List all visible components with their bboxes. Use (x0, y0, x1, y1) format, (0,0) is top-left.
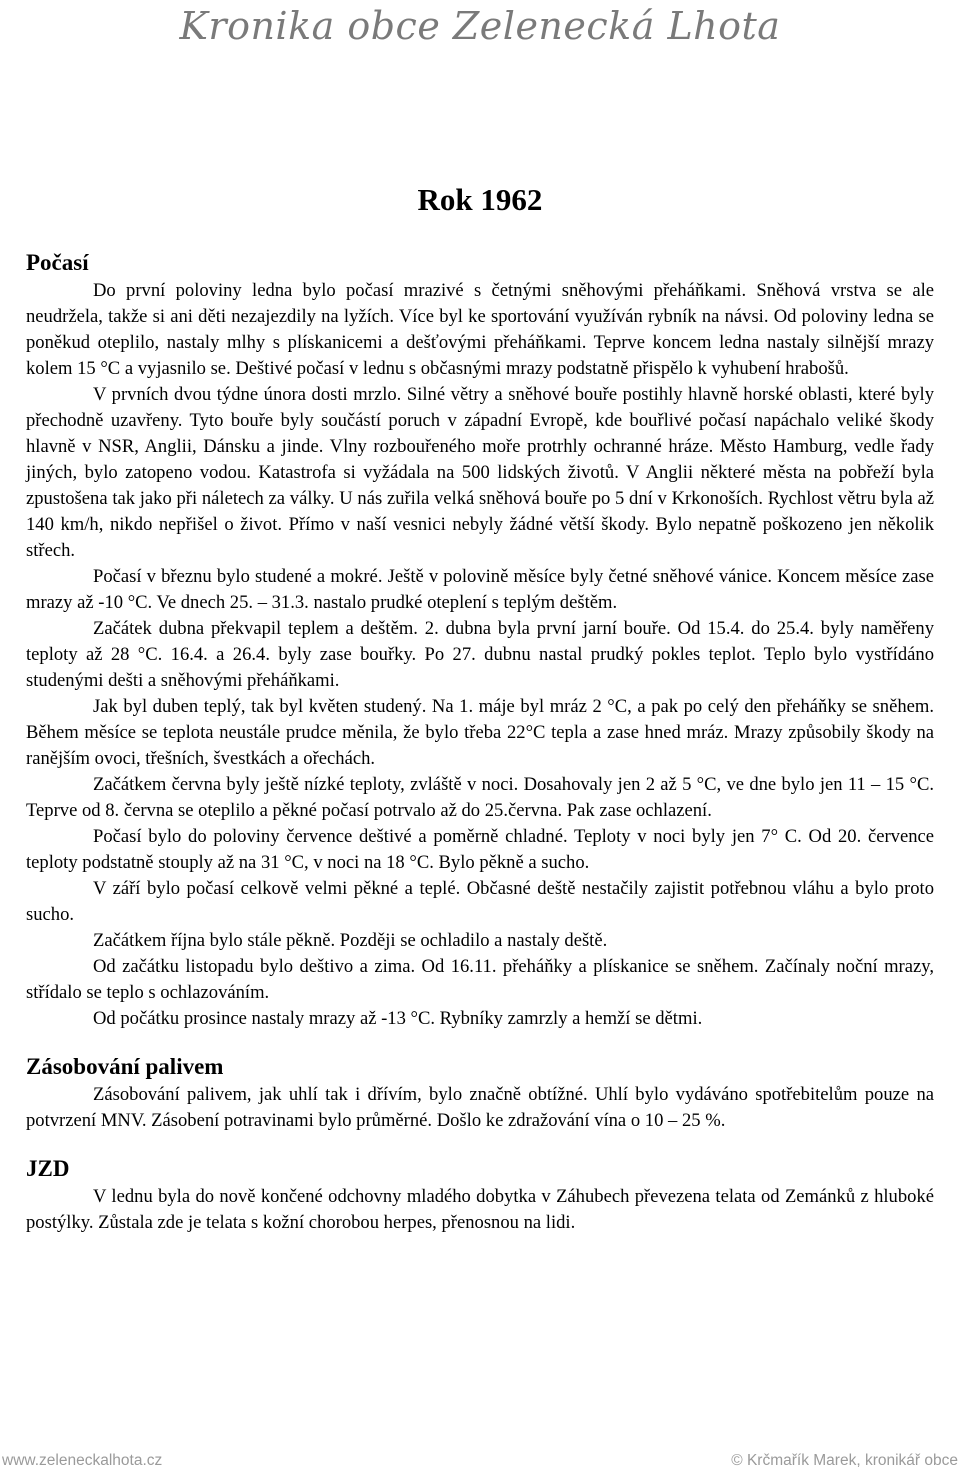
paragraph: V prvních dvou týdne února dosti mrzlo. Silné větry a sněhové bouře postihly hlavně horské oblasti, které byly přechodně uzavřeny. Tyto bouře byly součástí poruch v západní Evropě, kde bouřlivé počasí napáchalo veliké škody hlavně v NSR, Anglii, Dánsku a jinde. Vlny rozbouřeného moře protrhly ochranné hráze. Město Hamburg, vedle řady jiných, bylo zatopeno vodou. Katastrofa si vyžádala na 500 lidských životů. V Anglii některé města na pobřeží byla zpustošena tak jako při náletech za války. U nás zuřila velká sněhová bouře po 5 dní v Krkonoších. Rychlost větru byla až 140 km/h, nikdo nepřišel o život. Přímo v naší vesnici nebyly žádné větší škody. Bylo nepatně poškozeno jen několik střech. (26, 384, 934, 561)
section-fuel-supply (26, 1052, 934, 1134)
paragraph: Od počátku prosince nastaly mrazy až -13 °C. Rybníky zamrzly a hemží se dětmi. (93, 1008, 703, 1029)
paragraph: Zásobování palivem, jak uhlí tak i dřívím, bylo značně obtížné. Uhlí bylo vydáváno spotřebitelům pouze na potvrzení MNV. Zásobení potravinami bylo průměrné. Došlo ke zdražování vína o 10 – 25 %. (26, 1084, 934, 1131)
section-weather (26, 248, 934, 1032)
paragraph: Začátek dubna překvapil teplem a deštěm. 2. dubna byla první jarní bouře. Od 15.4. do 25.4. byly naměřeny teploty až 28 °C. 16.4. a 26.4. byly zase bouřky. Po 27. dubnu nastal prudký pokles teplot. Teplo bylo vystřídáno studenými dešti a sněhovými přeháňkami. (26, 618, 934, 691)
paragraph: V září bylo počasí celkově velmi pěkné a teplé. Občasné deště nestačily zajistit potřebnou vláhu a bylo proto sucho. (26, 878, 934, 925)
section-body (26, 1184, 934, 1236)
paragraph: Jak byl duben teplý, tak byl květen studený. Na 1. máje byl mráz 2 °C, a pak po celý den přeháňky se sněhem. Během měsíce se teplota neustále prudce měnila, že bylo třeba 22°C tepla a zase hned mráz. Mrazy způsobily škody na ranějším ovoci, třešních, švestkách a ořechách. (26, 696, 934, 769)
section-body (26, 1082, 934, 1134)
section-body (26, 278, 934, 1032)
section-heading: JZD (26, 1156, 70, 1181)
footer-website-link[interactable]: www.zeleneckalhota.cz (2, 1452, 163, 1469)
paragraph: Počasí v březnu bylo studené a mokré. Ještě v polovině měsíce byly četné sněhové vánice. Koncem měsíce zase mrazy až -10 °C. Ve dnech 25. – 31.3. nastalo prudké oteplení s teplým deštěm. (26, 566, 934, 613)
section-heading: Počasí (26, 250, 89, 275)
paragraph: Od začátku listopadu bylo deštivo a zima. Od 16.11. přeháňky a plískanice se sněhem. Začínaly noční mrazy, střídalo se teplo s ochlazováním. (26, 956, 934, 1003)
section-heading: Zásobování palivem (26, 1054, 224, 1079)
page-footer (0, 1452, 960, 1472)
paragraph: Počasí bylo do poloviny července deštivé a poměrně chladné. Teploty v noci byly jen 7° C. Od 20. července teploty podstatně stouply až na 31 °C, v noci na 18 °C. Bylo pěkně a sucho. (26, 826, 934, 873)
chronicle-header-title: Kronika obce Zelenecká Lhota (179, 4, 781, 48)
document-content (26, 248, 934, 1236)
footer-copyright: © Krčmařík Marek, kronikář obce (731, 1452, 958, 1469)
paragraph: Začátkem června byly ještě nízké teploty, zvláště v noci. Dosahovaly jen 2 až 5 °C, ve dne bylo jen 11 – 15 °C. Teprve od 8. června se oteplilo a pěkné počasí potrvalo až do 25.června. Pak zase ochlazení. (26, 774, 934, 821)
paragraph: Začátkem října bylo stále pěkně. Později se ochladilo a nastaly deště. (93, 930, 608, 951)
paragraph: V lednu byla do nově končené odchovny mladého dobytka v Záhubech převezena telata od Zemánků z hluboké postýlky. Zůstala zde je telata s kožní chorobou herpes, přenosnou na lidi. (26, 1186, 934, 1233)
page-title: Rok 1962 (417, 182, 543, 217)
section-jzd (26, 1154, 934, 1236)
paragraph: Do první poloviny ledna bylo počasí mrazivé s četnými sněhovými přeháňkami. Sněhová vrstva se ale neudržela, takže si ani děti nezajezdily na lyžích. Více byl ke sportování využíván rybník na návsi. Od poloviny ledna se poněkud oteplilo, nastaly mlhy s plískanicemi a dešťovými přeháňkami. Teprve koncem ledna nastaly silnější mrazy kolem 15 °C a vyjasnilo se. Deštivé počasí v lednu s občasnými mrazy podstatně přispělo k vyhubení hrabošů. (26, 280, 934, 379)
